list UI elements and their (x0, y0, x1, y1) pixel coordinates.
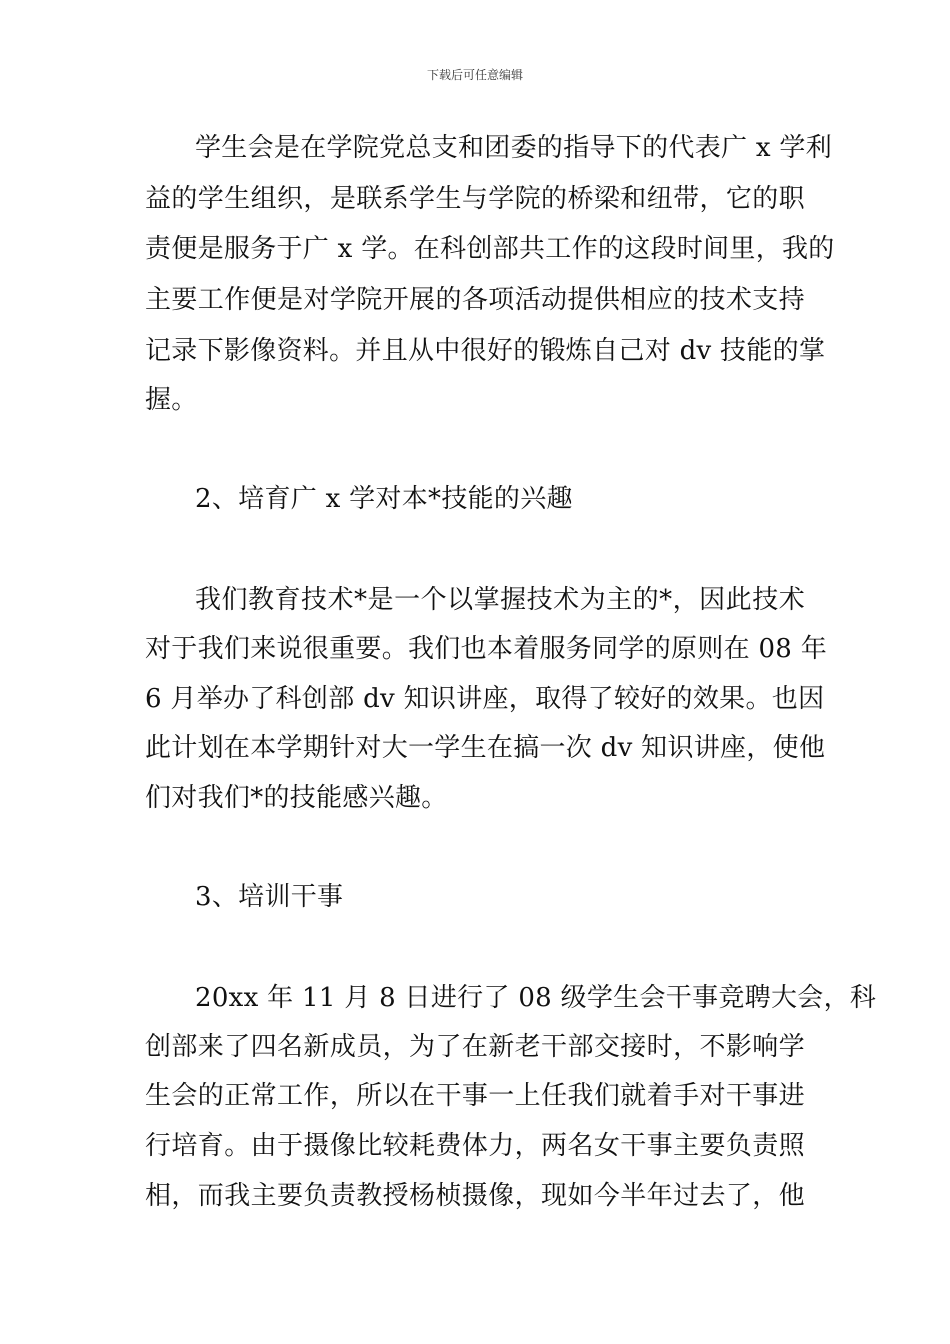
section-heading: 2、培育广 x 学对本*技能的兴趣 (195, 484, 573, 514)
paragraph-line: 20xx 年 11 月 8 日进行了 08 级学生会干事竞聘大会，科 (195, 983, 877, 1013)
paragraph-line: 我们教育技术*是一个以掌握技术为主的*，因此技术 (195, 585, 805, 615)
paragraph-line: 们对我们*的技能感兴趣。 (145, 783, 448, 813)
paragraph-line: 责便是服务于广 x 学。在科创部共工作的这段时间里，我的 (145, 234, 835, 264)
paragraph-line: 行培育。由于摄像比较耗费体力，两名女干事主要负责照 (145, 1131, 805, 1161)
paragraph-line: 记录下影像资料。并且从中很好的锻炼自己对 dv 技能的掌 (145, 336, 826, 366)
section-heading: 3、培训干事 (195, 882, 344, 912)
paragraph-line: 学生会是在学院党总支和团委的指导下的代表广 x 学利 (195, 133, 832, 163)
page-header: 下载后可任意编辑 (426, 68, 523, 82)
paragraph-line: 对于我们来说很重要。我们也本着服务同学的原则在 08 年 (145, 634, 828, 664)
paragraph-line: 主要工作便是对学院开展的各项活动提供相应的技术支持 (145, 285, 805, 315)
paragraph-line: 益的学生组织，是联系学生与学院的桥梁和纽带，它的职 (145, 184, 805, 214)
paragraph-line: 6 月举办了科创部 dv 知识讲座，取得了较好的效果。也因 (145, 684, 825, 714)
paragraph-line: 生会的正常工作，所以在干事一上任我们就着手对干事进 (145, 1081, 805, 1111)
paragraph-line: 握。 (145, 385, 198, 415)
paragraph-line: 相，而我主要负责教授杨桢摄像，现如今半年过去了，他 (145, 1181, 805, 1211)
paragraph-line: 创部来了四名新成员，为了在新老干部交接时，不影响学 (145, 1032, 805, 1062)
paragraph-line: 此计划在本学期针对大一学生在搞一次 dv 知识讲座，使他 (145, 733, 826, 763)
